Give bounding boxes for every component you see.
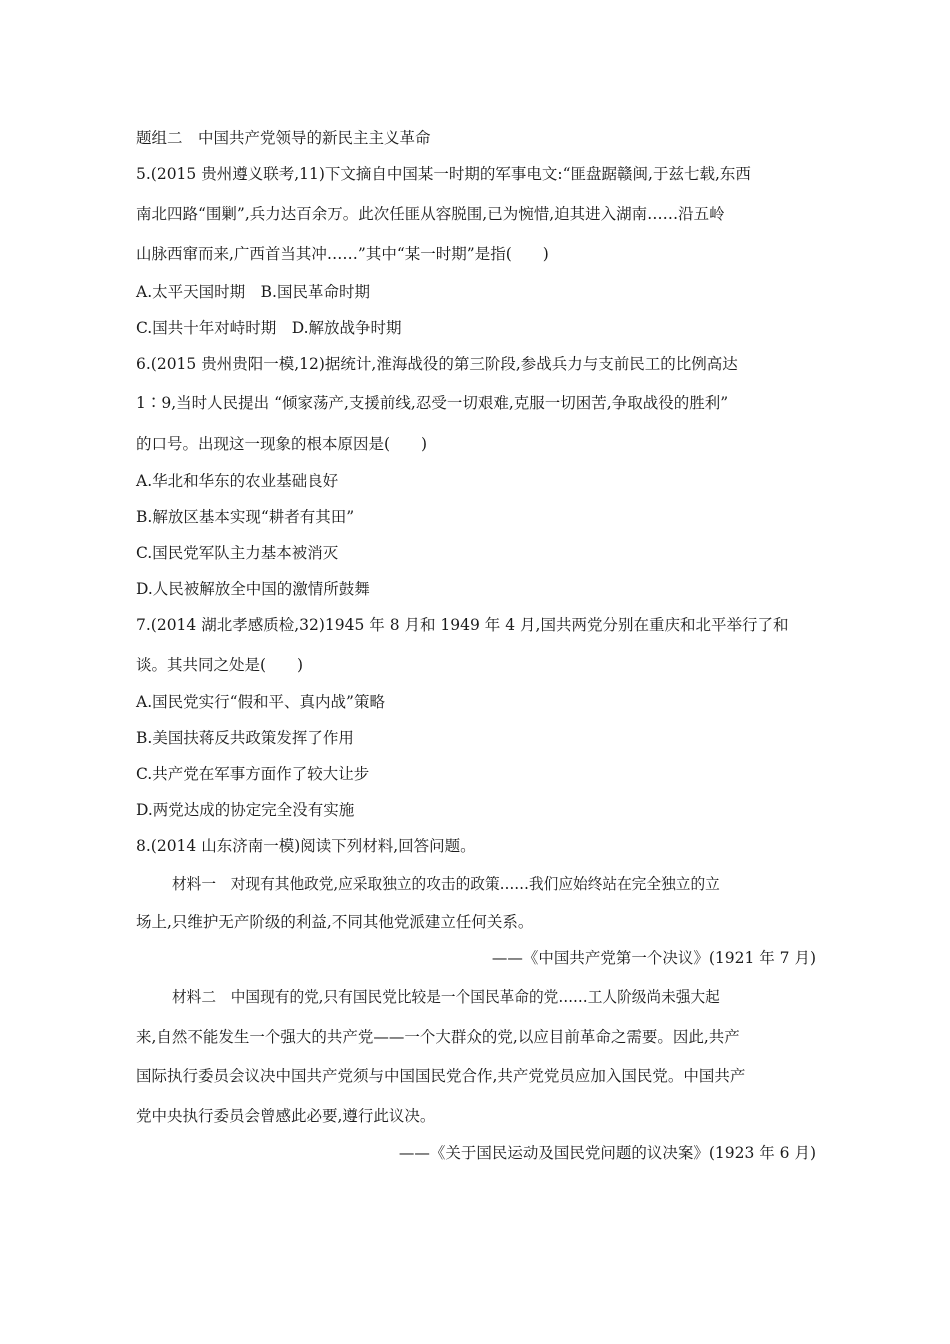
answer-options: A.太平天国时期 B.国民革命时期 xyxy=(136,283,370,301)
answer-option: B.美国扶蒋反共政策发挥了作用 xyxy=(136,729,354,747)
answer-options: C.国共十年对峙时期 D.解放战争时期 xyxy=(136,319,402,337)
answer-option: D.人民被解放全中国的激情所鼓舞 xyxy=(136,580,370,598)
answer-option: C.共产党在军事方面作了较大让步 xyxy=(136,765,370,783)
material-text-line: 场上,只维护无产阶级的利益,不同其他党派建立任何关系。 xyxy=(136,913,534,931)
question-text-line: 8.(2014 山东济南一模)阅读下列材料,回答问题。 xyxy=(136,837,476,855)
material-text-line: 来,自然不能发生一个强大的共产党——一个大群众的党,以应目前革命之需要。因此,共产 xyxy=(136,1028,740,1046)
question-text-line: 南北四路“围剿”,兵力达百余万。此次任匪从容脱围,已为惋惜,迫其进入湖南……沿五岭 xyxy=(136,205,725,223)
material-source: ——《中国共产党第一个决议》(1921 年 7 月) xyxy=(491,949,816,967)
answer-option: B.解放区基本实现“耕者有其田” xyxy=(136,508,355,526)
answer-option: A.华北和华东的农业基础良好 xyxy=(136,472,339,490)
question-text-line: 7.(2014 湖北孝感质检,32)1945 年 8 月和 1949 年 4 月,国共两党分别在重庆和北平举行了和 xyxy=(136,616,789,634)
material-text-line: 国际执行委员会议决中国共产党须与中国国民党合作,共产党党员应加入国民党。中国共产 xyxy=(136,1067,746,1085)
section-title: 题组二 中国共产党领导的新民主主义革命 xyxy=(136,129,431,147)
answer-option: C.国民党军队主力基本被消灭 xyxy=(136,544,339,562)
question-text-line: 谈。其共同之处是( ) xyxy=(136,656,304,674)
material-source: ——《关于国民运动及国民党问题的议决案》(1923 年 6 月) xyxy=(398,1144,816,1162)
answer-option: A.国民党实行“假和平、真内战”策略 xyxy=(136,693,385,711)
material-text-line: 材料二 中国现有的党,只有国民党比较是一个国民革命的党……工人阶级尚未强大起 xyxy=(172,988,720,1006)
material-text-line: 材料一 对现有其他政党,应采取独立的攻击的政策……我们应始终站在完全独立的立 xyxy=(172,875,720,893)
question-text-line: 1∶9,当时人民提出 “倾家荡产,支援前线,忍受一切艰难,克服一切困苦,争取战役的胜利” xyxy=(136,394,729,412)
material-text-line: 党中央执行委员会曾感此必要,遵行此议决。 xyxy=(136,1107,436,1125)
question-text-line: 山脉西窜而来,广西首当其冲……”其中“某一时期”是指( ) xyxy=(136,245,549,263)
question-text-line: 5.(2015 贵州遵义联考,11)下文摘自中国某一时期的军事电文:“匪盘踞赣闽,于兹七载,东西 xyxy=(136,165,751,183)
question-text-line: 6.(2015 贵州贵阳一模,12)据统计,淮海战役的第三阶段,参战兵力与支前民工的比例高达 xyxy=(136,355,738,373)
question-text-line: 的口号。出现这一现象的根本原因是( ) xyxy=(136,435,428,453)
answer-option: D.两党达成的协定完全没有实施 xyxy=(136,801,355,819)
